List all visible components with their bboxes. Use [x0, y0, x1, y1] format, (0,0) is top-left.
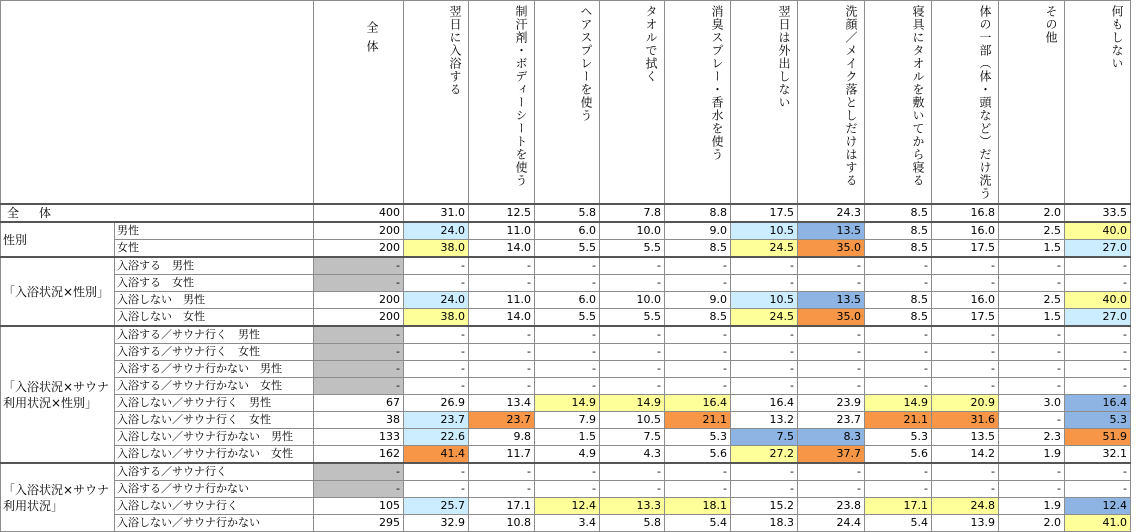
value-cell: 11.0 [469, 222, 535, 240]
value-cell: - [999, 463, 1065, 481]
value-cell: 24.4 [798, 515, 865, 532]
value-cell: 17.1 [469, 498, 535, 515]
value-cell: - [731, 326, 798, 344]
table-row [1, 361, 1131, 378]
column-header [469, 1, 535, 205]
value-cell: - [665, 275, 731, 292]
value-cell: - [798, 326, 865, 344]
value-cell: 3.0 [999, 395, 1065, 412]
value-cell: 26.9 [404, 395, 469, 412]
value-cell: 10.5 [731, 292, 798, 309]
value-cell: - [535, 257, 600, 275]
row-label: 入浴する／サウナ行く [115, 463, 314, 481]
sample-size-cell: 200 [314, 292, 404, 309]
value-cell: 10.5 [600, 412, 665, 429]
value-cell: - [665, 257, 731, 275]
value-cell: 13.2 [731, 412, 798, 429]
value-cell: 8.5 [865, 292, 932, 309]
value-cell: 21.1 [665, 412, 731, 429]
value-cell: 23.7 [404, 412, 469, 429]
value-cell: - [932, 344, 999, 361]
value-cell: 3.4 [535, 515, 600, 532]
sample-size-cell: 295 [314, 515, 404, 532]
value-cell: - [865, 361, 932, 378]
value-cell: - [798, 344, 865, 361]
table-row [1, 481, 1131, 498]
value-cell: 40.0 [1065, 222, 1131, 240]
value-cell: 16.0 [932, 292, 999, 309]
value-cell: 17.5 [932, 309, 999, 327]
table-row [1, 463, 1131, 481]
value-cell: 27.0 [1065, 309, 1131, 327]
value-cell: - [798, 257, 865, 275]
value-cell: 10.8 [469, 515, 535, 532]
value-cell: - [798, 275, 865, 292]
value-cell: 35.0 [798, 240, 865, 258]
value-cell: 24.0 [404, 292, 469, 309]
value-cell: 23.7 [469, 412, 535, 429]
row-label: 入浴しない／サウナ行かない 男性 [115, 429, 314, 446]
sample-size-cell: 162 [314, 446, 404, 464]
value-cell: 8.5 [665, 309, 731, 327]
value-cell: - [665, 463, 731, 481]
sample-size-cell: - [314, 257, 404, 275]
value-cell: - [600, 257, 665, 275]
value-cell: 9.0 [665, 222, 731, 240]
value-cell: 17.5 [932, 240, 999, 258]
header-total [314, 1, 404, 205]
value-cell: - [731, 481, 798, 498]
value-cell: - [865, 275, 932, 292]
value-cell: 38.0 [404, 309, 469, 327]
column-header-label: 翌日は外出しない [777, 5, 791, 109]
column-header-label: 消臭スプレー・香水を使う [710, 5, 724, 161]
column-header-label: その他 [1044, 5, 1058, 44]
value-cell: - [1065, 361, 1131, 378]
value-cell: - [731, 344, 798, 361]
table-row [1, 292, 1131, 309]
value-cell: 12.4 [1065, 498, 1131, 515]
value-cell: 33.5 [1065, 204, 1131, 222]
value-cell: 11.0 [469, 292, 535, 309]
row-label: 入浴する／サウナ行かない 男性 [115, 361, 314, 378]
value-cell: - [665, 361, 731, 378]
value-cell: - [665, 378, 731, 395]
value-cell: 9.0 [665, 292, 731, 309]
value-cell: 2.0 [999, 515, 1065, 532]
column-header [865, 1, 932, 205]
value-cell: - [932, 378, 999, 395]
column-header-label: 翌日に入浴する [448, 5, 462, 96]
value-cell: - [404, 361, 469, 378]
value-cell: - [999, 257, 1065, 275]
value-cell: 8.5 [865, 222, 932, 240]
value-cell: - [932, 257, 999, 275]
value-cell: - [600, 344, 665, 361]
column-header [731, 1, 798, 205]
value-cell: - [665, 344, 731, 361]
value-cell: - [1065, 257, 1131, 275]
value-cell: 1.9 [999, 446, 1065, 464]
table-row [1, 498, 1131, 515]
sample-size-cell: 67 [314, 395, 404, 412]
value-cell: - [665, 481, 731, 498]
table-row [1, 395, 1131, 412]
value-cell: 13.9 [932, 515, 999, 532]
value-cell: 10.5 [731, 222, 798, 240]
value-cell: - [932, 326, 999, 344]
column-header-label: 制汗剤・ボディーシートを使う [514, 5, 528, 187]
row-label: 入浴しない／サウナ行かない [115, 515, 314, 532]
value-cell: 13.5 [798, 292, 865, 309]
row-label: 入浴する／サウナ行く 男性 [115, 326, 314, 344]
value-cell: - [469, 361, 535, 378]
value-cell: 5.6 [865, 446, 932, 464]
value-cell: - [999, 326, 1065, 344]
value-cell: - [600, 378, 665, 395]
column-header [798, 1, 865, 205]
value-cell: 17.5 [731, 204, 798, 222]
value-cell: 2.5 [999, 222, 1065, 240]
value-cell: - [731, 257, 798, 275]
value-cell: - [600, 326, 665, 344]
column-header [665, 1, 731, 205]
row-label: 入浴しない／サウナ行かない 女性 [115, 446, 314, 464]
value-cell: 7.5 [731, 429, 798, 446]
value-cell: - [865, 344, 932, 361]
value-cell: - [798, 378, 865, 395]
value-cell: - [798, 481, 865, 498]
value-cell: 8.8 [665, 204, 731, 222]
column-header-label: タオルで拭く [644, 5, 658, 83]
value-cell: - [999, 481, 1065, 498]
value-cell: - [999, 412, 1065, 429]
row-label: 女性 [115, 240, 314, 258]
value-cell: - [1065, 275, 1131, 292]
row-label: 男性 [115, 222, 314, 240]
value-cell: - [535, 361, 600, 378]
value-cell: 12.4 [535, 498, 600, 515]
value-cell: - [865, 481, 932, 498]
table-row [1, 446, 1131, 464]
value-cell: - [600, 481, 665, 498]
table-row [1, 309, 1131, 327]
table-row [1, 222, 1131, 240]
value-cell: 10.0 [600, 222, 665, 240]
value-cell: 2.5 [999, 292, 1065, 309]
value-cell: 16.4 [1065, 395, 1131, 412]
group-label: 「入浴状況×サウナ利用状況」 [1, 463, 115, 532]
value-cell: 9.8 [469, 429, 535, 446]
value-cell: - [731, 378, 798, 395]
row-label: 入浴する 男性 [115, 257, 314, 275]
value-cell: 13.3 [600, 498, 665, 515]
group-label: 性別 [1, 222, 115, 257]
column-header-label: 体の一部（体・頭など）だけ洗う [978, 5, 992, 200]
column-header [932, 1, 999, 205]
sample-size-cell: 400 [314, 204, 404, 222]
value-cell: 5.4 [865, 515, 932, 532]
value-cell: - [1065, 481, 1131, 498]
sample-size-cell: 200 [314, 222, 404, 240]
value-cell: 25.7 [404, 498, 469, 515]
sample-size-cell: - [314, 463, 404, 481]
value-cell: 6.0 [535, 222, 600, 240]
value-cell: 4.3 [600, 446, 665, 464]
value-cell: 14.0 [469, 240, 535, 258]
sample-size-cell: 133 [314, 429, 404, 446]
sample-size-cell: 200 [314, 240, 404, 258]
value-cell: 24.3 [798, 204, 865, 222]
value-cell: - [1065, 344, 1131, 361]
value-cell: 24.0 [404, 222, 469, 240]
value-cell: 18.1 [665, 498, 731, 515]
value-cell: - [865, 378, 932, 395]
row-label: 入浴する／サウナ行かない [115, 481, 314, 498]
group-label: 「入浴状況×性別」 [1, 257, 115, 326]
value-cell: 8.5 [865, 309, 932, 327]
value-cell: 35.0 [798, 309, 865, 327]
column-header [600, 1, 665, 205]
value-cell: - [999, 361, 1065, 378]
header-total-label: 全体 [365, 21, 379, 59]
table-row [1, 204, 1131, 222]
value-cell: 14.2 [932, 446, 999, 464]
table-row [1, 412, 1131, 429]
row-label: 入浴する／サウナ行く 女性 [115, 344, 314, 361]
row-label: 入浴しない 女性 [115, 309, 314, 327]
value-cell: - [404, 481, 469, 498]
row-label-total: 全 体 [1, 204, 314, 222]
value-cell: - [865, 326, 932, 344]
value-cell: 5.3 [665, 429, 731, 446]
table-row [1, 378, 1131, 395]
column-header [999, 1, 1065, 205]
value-cell: - [999, 275, 1065, 292]
value-cell: - [535, 275, 600, 292]
value-cell: 23.8 [798, 498, 865, 515]
value-cell: 8.5 [665, 240, 731, 258]
value-cell: 24.5 [731, 240, 798, 258]
value-cell: 51.9 [1065, 429, 1131, 446]
value-cell: - [1065, 378, 1131, 395]
value-cell: - [469, 275, 535, 292]
value-cell: 5.5 [600, 309, 665, 327]
value-cell: - [404, 463, 469, 481]
value-cell: 14.9 [535, 395, 600, 412]
value-cell: 1.5 [999, 240, 1065, 258]
value-cell: 7.8 [600, 204, 665, 222]
sample-size-cell: - [314, 481, 404, 498]
value-cell: - [404, 326, 469, 344]
value-cell: 12.5 [469, 204, 535, 222]
sample-size-cell: - [314, 361, 404, 378]
table-row [1, 515, 1131, 532]
value-cell: 2.3 [999, 429, 1065, 446]
value-cell: - [535, 378, 600, 395]
value-cell: - [798, 361, 865, 378]
table-row [1, 326, 1131, 344]
value-cell: - [1065, 463, 1131, 481]
value-cell: - [469, 344, 535, 361]
value-cell: - [665, 326, 731, 344]
value-cell: 37.7 [798, 446, 865, 464]
value-cell: - [535, 463, 600, 481]
value-cell: 5.3 [1065, 412, 1131, 429]
value-cell: - [600, 463, 665, 481]
value-cell: - [932, 361, 999, 378]
value-cell: - [535, 344, 600, 361]
value-cell: 5.4 [665, 515, 731, 532]
value-cell: - [932, 275, 999, 292]
value-cell: 32.9 [404, 515, 469, 532]
value-cell: 32.1 [1065, 446, 1131, 464]
value-cell: 23.7 [798, 412, 865, 429]
value-cell: 41.4 [404, 446, 469, 464]
table-row [1, 344, 1131, 361]
value-cell: - [535, 326, 600, 344]
value-cell: - [600, 361, 665, 378]
column-header [535, 1, 600, 205]
value-cell: - [932, 463, 999, 481]
value-cell: 21.1 [865, 412, 932, 429]
value-cell: - [600, 275, 665, 292]
value-cell: 5.5 [600, 240, 665, 258]
value-cell: 16.8 [932, 204, 999, 222]
value-cell: 38.0 [404, 240, 469, 258]
column-header-label: 寝具にタオルを敷いてから寝る [911, 5, 925, 187]
column-header-label: 何もしない [1110, 5, 1124, 70]
value-cell: 8.3 [798, 429, 865, 446]
value-cell: 23.9 [798, 395, 865, 412]
column-header [404, 1, 469, 205]
table-row [1, 240, 1131, 258]
value-cell: 6.0 [535, 292, 600, 309]
value-cell: - [731, 463, 798, 481]
value-cell: 5.5 [535, 309, 600, 327]
column-header-label: ヘアスプレーを使う [579, 5, 593, 122]
header-corner [1, 1, 314, 205]
value-cell: 14.9 [600, 395, 665, 412]
value-cell: - [535, 481, 600, 498]
value-cell: - [469, 378, 535, 395]
value-cell: 20.9 [932, 395, 999, 412]
column-header-label: 洗顔／メイク落としだけはする [844, 5, 858, 187]
value-cell: 5.8 [600, 515, 665, 532]
value-cell: - [865, 257, 932, 275]
value-cell: 5.5 [535, 240, 600, 258]
value-cell: - [404, 344, 469, 361]
value-cell: - [469, 463, 535, 481]
value-cell: 8.5 [865, 240, 932, 258]
row-label: 入浴しない 男性 [115, 292, 314, 309]
value-cell: 7.9 [535, 412, 600, 429]
sample-size-cell: 38 [314, 412, 404, 429]
value-cell: 24.5 [731, 309, 798, 327]
row-label: 入浴しない／サウナ行く 女性 [115, 412, 314, 429]
value-cell: - [731, 275, 798, 292]
value-cell: 14.9 [865, 395, 932, 412]
value-cell: 27.0 [1065, 240, 1131, 258]
sample-size-cell: - [314, 378, 404, 395]
group-label: 「入浴状況×サウナ利用状況×性別」 [1, 326, 115, 463]
row-label: 入浴する 女性 [115, 275, 314, 292]
sample-size-cell: - [314, 344, 404, 361]
value-cell: 10.0 [600, 292, 665, 309]
value-cell: - [469, 326, 535, 344]
value-cell: 11.7 [469, 446, 535, 464]
value-cell: 8.5 [865, 204, 932, 222]
sample-size-cell: 105 [314, 498, 404, 515]
value-cell: 1.5 [535, 429, 600, 446]
value-cell: - [865, 463, 932, 481]
sample-size-cell: 200 [314, 309, 404, 327]
value-cell: 40.0 [1065, 292, 1131, 309]
value-cell: - [999, 344, 1065, 361]
value-cell: 27.2 [731, 446, 798, 464]
value-cell: 16.4 [731, 395, 798, 412]
value-cell: 1.9 [999, 498, 1065, 515]
value-cell: 22.6 [404, 429, 469, 446]
table-row [1, 275, 1131, 292]
value-cell: 5.3 [865, 429, 932, 446]
row-label: 入浴する／サウナ行かない 女性 [115, 378, 314, 395]
value-cell: 4.9 [535, 446, 600, 464]
value-cell: - [1065, 326, 1131, 344]
table-row [1, 257, 1131, 275]
value-cell: 18.3 [731, 515, 798, 532]
value-cell: - [404, 257, 469, 275]
value-cell: 24.8 [932, 498, 999, 515]
value-cell: 31.6 [932, 412, 999, 429]
row-label: 入浴しない／サウナ行く [115, 498, 314, 515]
value-cell: - [404, 275, 469, 292]
value-cell: - [798, 463, 865, 481]
table-row [1, 429, 1131, 446]
header-row [1, 1, 1131, 205]
value-cell: 15.2 [731, 498, 798, 515]
value-cell: - [469, 257, 535, 275]
value-cell: - [731, 361, 798, 378]
value-cell: - [404, 378, 469, 395]
value-cell: 7.5 [600, 429, 665, 446]
value-cell: 5.8 [535, 204, 600, 222]
sample-size-cell: - [314, 326, 404, 344]
value-cell: - [932, 481, 999, 498]
value-cell: 13.5 [932, 429, 999, 446]
column-header [1065, 1, 1131, 205]
value-cell: 16.4 [665, 395, 731, 412]
value-cell: 17.1 [865, 498, 932, 515]
value-cell: - [999, 378, 1065, 395]
value-cell: 14.0 [469, 309, 535, 327]
value-cell: 31.0 [404, 204, 469, 222]
value-cell: 5.6 [665, 446, 731, 464]
value-cell: 13.4 [469, 395, 535, 412]
sample-size-cell: - [314, 275, 404, 292]
row-label: 入浴しない／サウナ行く 男性 [115, 395, 314, 412]
value-cell: 2.0 [999, 204, 1065, 222]
value-cell: - [469, 481, 535, 498]
value-cell: 16.0 [932, 222, 999, 240]
value-cell: 1.5 [999, 309, 1065, 327]
value-cell: 13.5 [798, 222, 865, 240]
value-cell: 41.0 [1065, 515, 1131, 532]
